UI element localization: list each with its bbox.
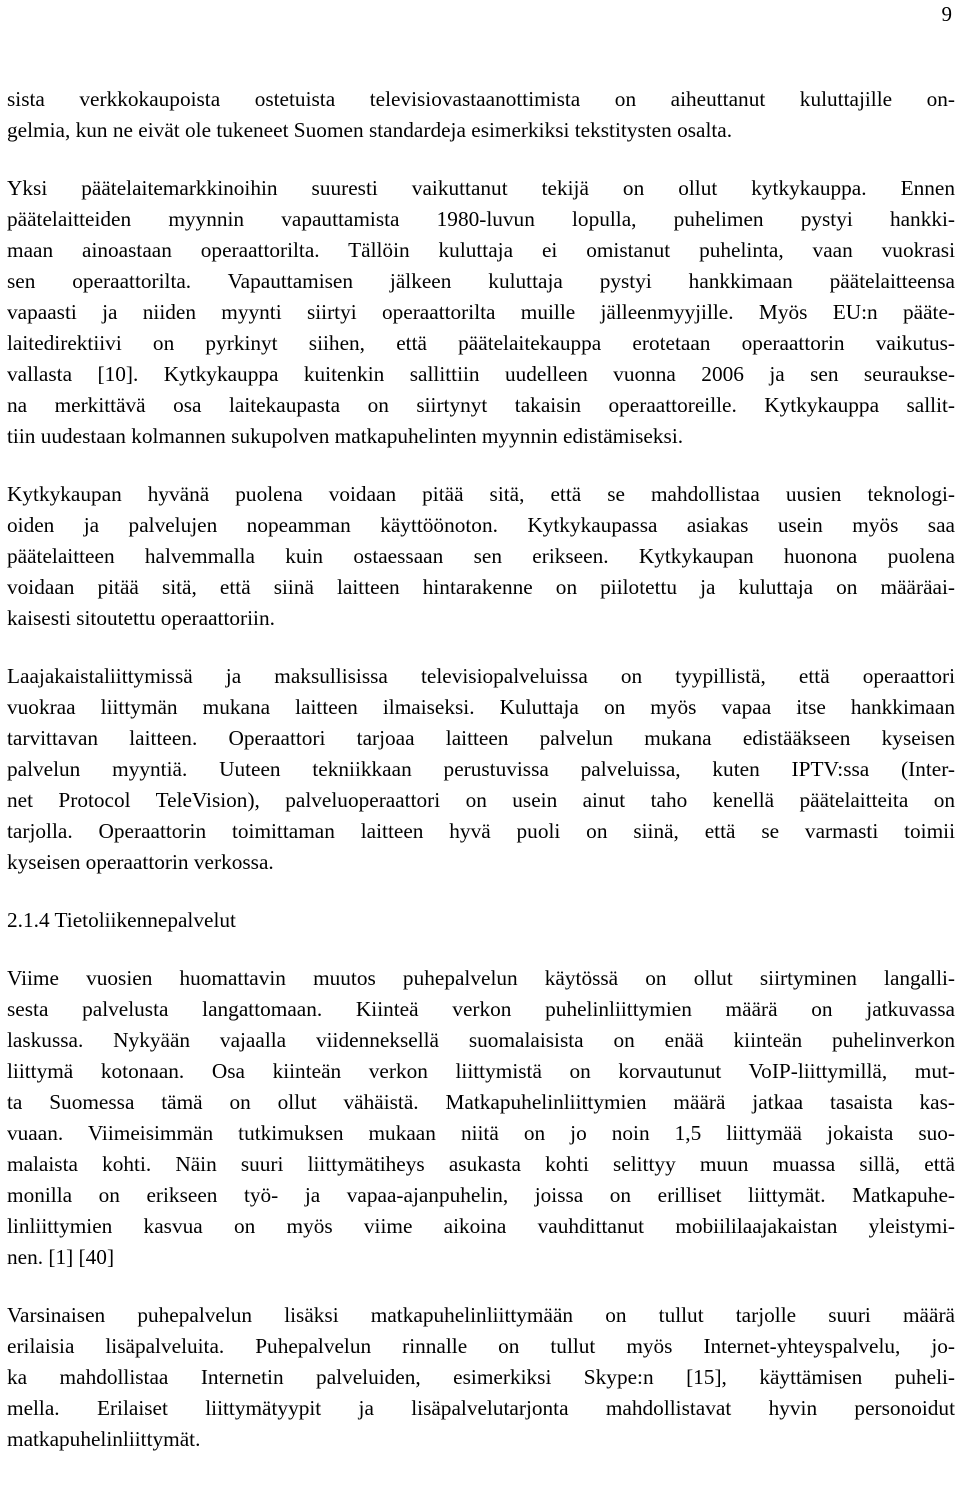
text-line: malaista kohti. Näin suuri liittymätiheys asukasta kohti selittyy muun muassa sillä, että xyxy=(7,1152,955,1176)
page-body xyxy=(7,84,955,1482)
section-heading: 2.1.4 Tietoliikennepalvelut xyxy=(7,908,236,932)
text-line: kyseisen operaattorin verkossa. xyxy=(7,850,274,874)
text-line: oiden ja palvelujen nopeamman käyttöönoton. Kytkykaupassa asiakas usein myös saa xyxy=(7,513,955,537)
text-line: mella. Erilaiset liittymätyypit ja lisäpalvelutarjonta mahdollistavat hyvin personoidut xyxy=(7,1396,955,1420)
paragraph xyxy=(7,661,955,878)
text-line: ta Suomessa tämä on ollut vähäistä. Matkapuhelinliittymien määrä jatkaa tasaista kas- xyxy=(7,1090,955,1114)
text-line: nen. [1] [40] xyxy=(7,1245,115,1269)
text-line: sesta palvelusta langattomaan. Kiinteä verkon puhelinliittymien määrä on jatkuvassa xyxy=(7,997,955,1021)
text-line: laskussa. Nykyään vajaalla viidenneksellä suomalaisista on enää kiinteän puhelinverkon xyxy=(7,1028,955,1052)
text-line: gelmia, kun ne eivät ole tukeneet Suomen standardeja esimerkiksi tekstitysten osalta. xyxy=(7,118,733,142)
text-line: na merkittävä osa laitekaupasta on siirtynyt takaisin operaattoreille. Kytkykauppa sallit- xyxy=(7,393,955,417)
text-line: liittymä kotonaan. Osa kiinteän verkon liittymistä on korvautunut VoIP-liittymillä, mut- xyxy=(7,1059,955,1083)
paragraph xyxy=(7,1300,955,1455)
page-number: 9 xyxy=(941,2,952,26)
text-line: Yksi päätelaitemarkkinoihin suuresti vaikuttanut tekijä on ollut kytkykauppa. Ennen xyxy=(7,176,955,200)
text-line: palvelun myyntiä. Uuteen tekniikkaan perustuvissa palveluissa, kuten IPTV:ssa (Inter- xyxy=(7,757,955,781)
text-line: päätelaitteiden myynnin vapauttamista 1980-luvun lopulla, puhelimen pystyi hankki- xyxy=(7,207,955,231)
text-line: ka mahdollistaa Internetin palveluiden, esimerkiksi Skype:n [15], käyttämisen puheli- xyxy=(7,1365,955,1389)
text-line: tarvittavan laitteen. Operaattori tarjoaa laitteen palvelun mukana edistääkseen kyseisen xyxy=(7,726,955,750)
text-line: sen operaattorilta. Vapauttamisen jälkeen kuluttaja pystyi hankkimaan päätelaitteensa xyxy=(7,269,955,293)
text-line: päätelaitteen halvemmalla kuin ostaessaan sen erikseen. Kytkykaupan huonona puolena xyxy=(7,544,955,568)
text-line: net Protocol TeleVision), palveluoperaattori on usein ainut taho kenellä päätelaitteita on xyxy=(7,788,955,812)
text-line: Varsinaisen puhepalvelun lisäksi matkapuhelinliittymään on tullut tarjolle suuri määrä xyxy=(7,1303,955,1327)
text-line: Kytkykaupan hyvänä puolena voidaan pitää sitä, että se mahdollistaa uusien teknologi- xyxy=(7,482,955,506)
text-line: maan ainoastaan operaattorilta. Tällöin kuluttaja ei omistanut puhelinta, vaan vuokrasi xyxy=(7,238,955,262)
text-line: kaisesti sitoutettu operaattoriin. xyxy=(7,606,275,630)
text-line: voidaan pitää sitä, että siinä laitteen hintarakenne on piilotettu ja kuluttaja on määräai- xyxy=(7,575,955,599)
text-line: laitedirektiivi on pyrkinyt siihen, että päätelaitekauppa erotetaan operaattorin vaikutus- xyxy=(7,331,955,355)
paragraph xyxy=(7,173,955,452)
paragraph xyxy=(7,963,955,1273)
text-line: matkapuhelinliittymät. xyxy=(7,1427,201,1451)
text-line: Viime vuosien huomattavin muutos puhepalvelun käytössä on ollut siirtyminen langalli- xyxy=(7,966,955,990)
text-line: vuaan. Viimeisimmän tutkimuksen mukaan niitä on jo noin 1,5 liittymää jokaista suo- xyxy=(7,1121,955,1145)
text-line: monilla on erikseen työ- ja vapaa-ajanpuhelin, joissa on erilliset liittymät. Matkapuhe- xyxy=(7,1183,955,1207)
text-line: tiin uudestaan kolmannen sukupolven matkapuhelinten myynnin edistämiseksi. xyxy=(7,424,684,448)
text-line: Laajakaistaliittymissä ja maksullisissa televisiopalveluissa on tyypillistä, että operaattori xyxy=(7,664,955,688)
text-line: vallasta [10]. Kytkykauppa kuitenkin sallittiin uudelleen vuonna 2006 ja sen seuraukse- xyxy=(7,362,955,386)
paragraph xyxy=(7,84,955,146)
text-line: erilaisia lisäpalveluita. Puhepalvelun rinnalle on tullut myös Internet-yhteyspalvelu, jo- xyxy=(7,1334,955,1358)
paragraph xyxy=(7,479,955,634)
text-line: tarjolla. Operaattorin toimittaman laitteen hyvä puoli on siinä, että se varmasti toimii xyxy=(7,819,955,843)
text-line: vapaasti ja niiden myynti siirtyi operaattorilta muille jälleenmyyjille. Myös EU:n pääte- xyxy=(7,300,955,324)
text-line: sista verkkokaupoista ostetuista televisiovastaanottimista on aiheuttanut kuluttajille on- xyxy=(7,87,955,111)
text-line: vuokraa liittymän mukana laitteen ilmaiseksi. Kuluttaja on myös vapaa itse hankkimaan xyxy=(7,695,955,719)
text-line: linliittymien kasvua on myös viime aikoina vauhdittanut mobiililaajakaistan yleistymi- xyxy=(7,1214,955,1238)
